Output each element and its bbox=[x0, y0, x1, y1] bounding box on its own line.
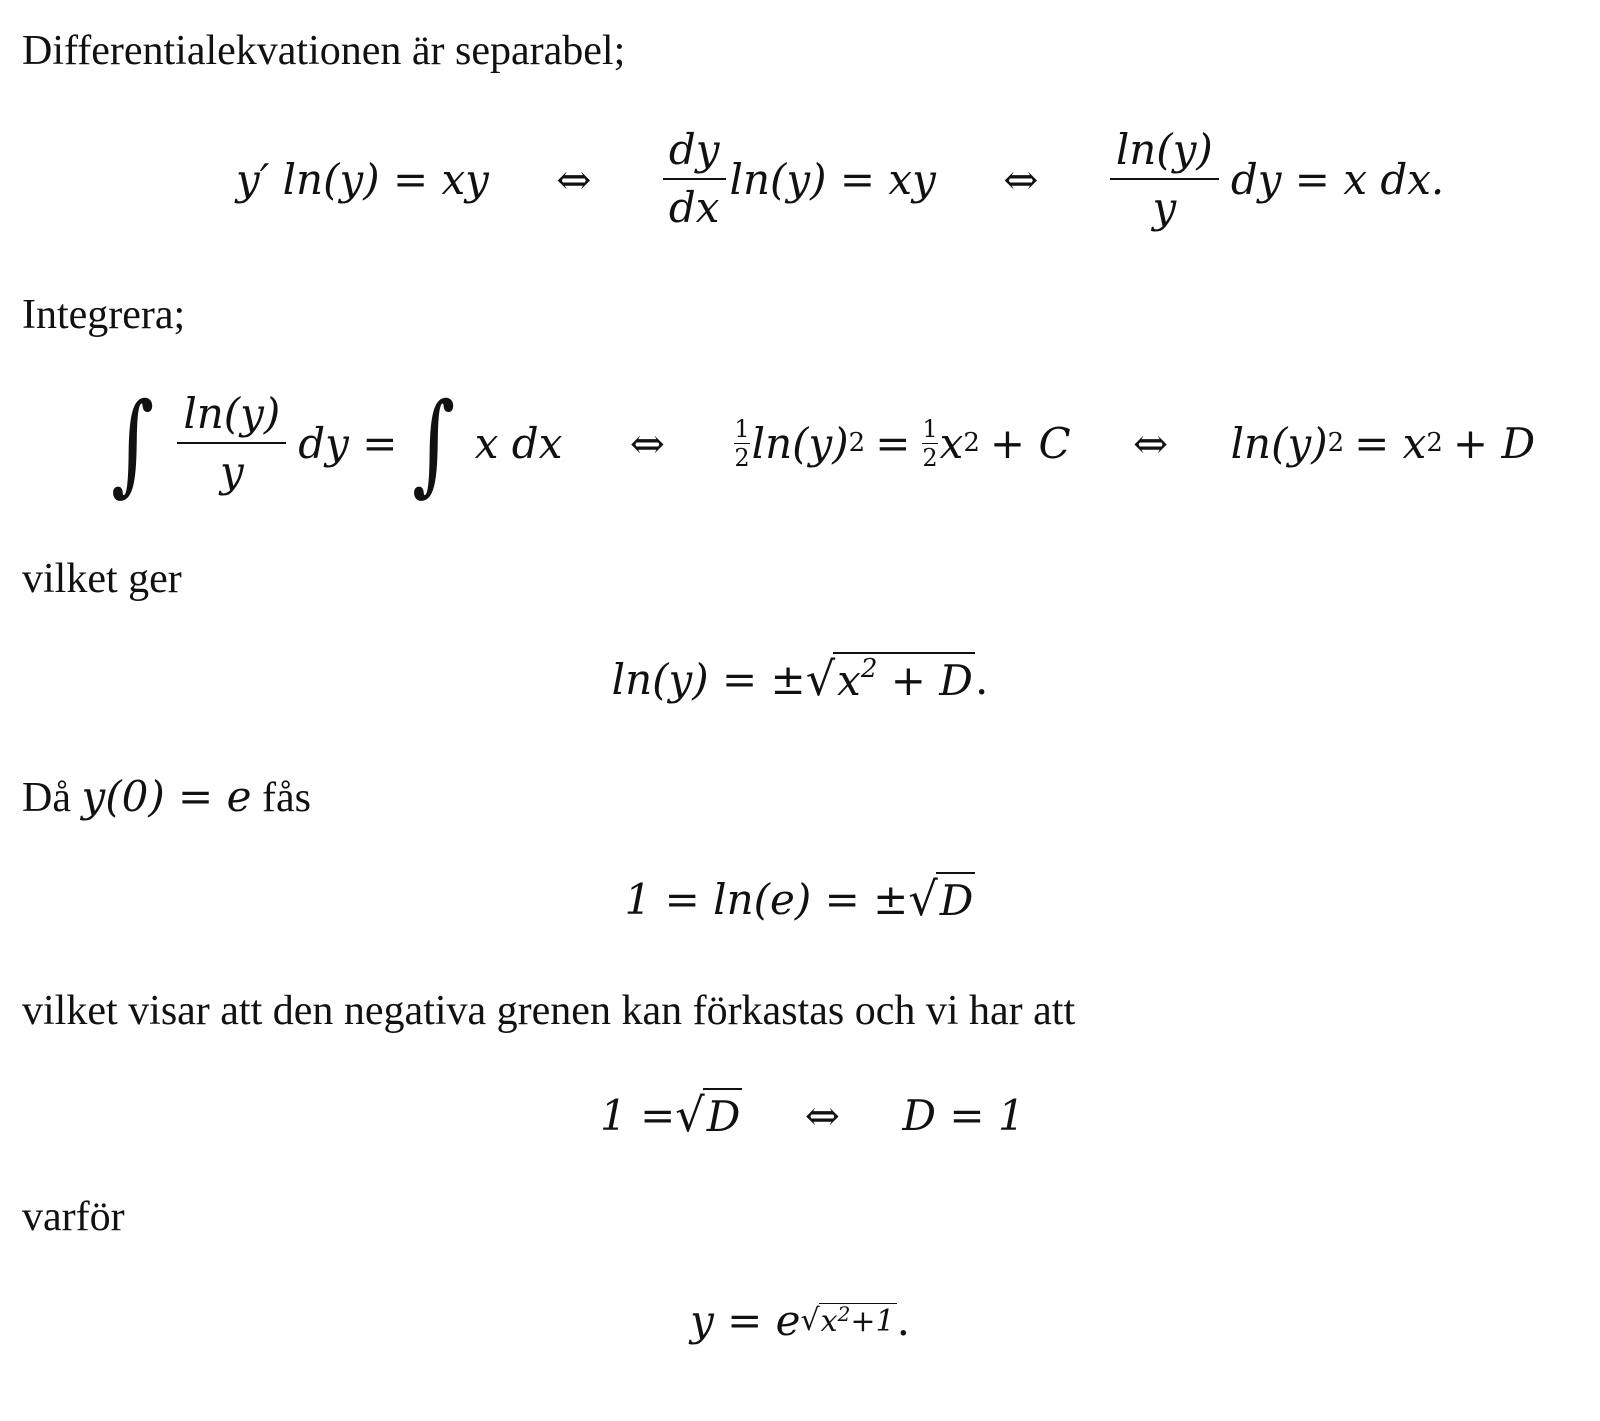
eq2-rhs-a: ln(y) bbox=[1230, 418, 1328, 468]
radical-sign: √ bbox=[805, 652, 836, 706]
radical-sign: √ bbox=[675, 1088, 705, 1142]
radicand: D bbox=[936, 872, 976, 926]
eq2-int2-rest: x dx bbox=[474, 418, 563, 468]
eq1-mid-rest: ln(y) = xy bbox=[729, 154, 936, 204]
exponent-square-root bbox=[801, 1303, 897, 1339]
radical-sign: √ bbox=[800, 1302, 820, 1338]
exponent: 2 bbox=[837, 1301, 851, 1326]
equation-integrated: ∫ $\frac{\ln(y)}{y}$ dy = ∫ x dx ⇔ 1 2 ln(y) 2 = 1 2 x 2 + C ⇔ ln(y) 2 = x 2 + D bbox=[111, 379, 1536, 507]
radicand-rest: +1 bbox=[850, 1303, 895, 1339]
paragraph-which-gives: vilket ger bbox=[22, 556, 182, 602]
radicand-x: x bbox=[837, 656, 861, 705]
eq3-lhs: ln(y) = ± bbox=[611, 654, 806, 704]
fraction-denominator: 2 bbox=[922, 443, 938, 472]
fraction-numerator: ln(y) bbox=[183, 388, 281, 438]
eq4-lhs: 1 = ln(e) = ± bbox=[624, 874, 909, 924]
equation-initial-value bbox=[0, 872, 1600, 926]
eq2-rhs-c: + D bbox=[1452, 418, 1536, 468]
eq2-mid-d: + C bbox=[989, 418, 1071, 468]
fraction-numerator: ln(y) bbox=[1115, 125, 1213, 174]
eq2-rhs-b: = x bbox=[1354, 418, 1427, 468]
eq2-mid-b: = bbox=[875, 418, 911, 468]
eq2-int-rest: dy = bbox=[298, 418, 398, 468]
fraction-numerator: dy bbox=[668, 125, 720, 174]
radicand: D bbox=[703, 1088, 743, 1142]
paragraph-integrate: Integrera; bbox=[22, 292, 186, 338]
eq5-lhs: 1 = bbox=[600, 1090, 676, 1140]
radical-sign: √ bbox=[908, 872, 938, 926]
equivalence-arrow: ⇔ bbox=[629, 418, 665, 468]
fraction-denominator: y bbox=[1152, 183, 1177, 233]
fraction-dy-dx bbox=[663, 125, 726, 233]
eq5-rhs: D = 1 bbox=[902, 1090, 1025, 1140]
p4-prefix: Då bbox=[22, 775, 71, 821]
square-root bbox=[908, 872, 975, 926]
fraction-denominator: 2 bbox=[734, 443, 750, 472]
equivalence-arrow: ⇔ bbox=[556, 154, 592, 204]
fraction-one-half bbox=[734, 414, 750, 472]
equivalence-arrow: ⇔ bbox=[1132, 418, 1169, 468]
exponent: 2 bbox=[860, 654, 878, 684]
eq6-lhs: y = e bbox=[690, 1296, 801, 1345]
paragraph-intro: Differentialekvationen är separabel; bbox=[22, 28, 626, 74]
paragraph-therefore: varför bbox=[22, 1194, 125, 1240]
radicand bbox=[819, 1303, 897, 1339]
fraction-numerator: 1 bbox=[734, 414, 750, 443]
eq2-mid-a: ln(y) bbox=[751, 418, 849, 468]
equivalence-arrow: ⇔ bbox=[1003, 154, 1039, 204]
period: . bbox=[896, 1296, 910, 1345]
radicand-x: x bbox=[820, 1303, 838, 1339]
eq2-mid-c: x bbox=[939, 418, 964, 468]
equation-separable bbox=[0, 125, 1600, 233]
radicand bbox=[833, 652, 975, 706]
equivalence-arrow: ⇔ bbox=[804, 1090, 840, 1140]
equation-final-solution bbox=[0, 1296, 1600, 1345]
equation-ln-y-solution bbox=[0, 652, 1600, 706]
period: . bbox=[974, 654, 989, 704]
fraction-ln-y-over-y bbox=[1110, 125, 1219, 233]
paragraph-initial-condition bbox=[22, 772, 311, 823]
fraction-ln-y-over-y bbox=[177, 388, 286, 496]
equation-constant-d bbox=[0, 1088, 1600, 1142]
integral-sign: ∫ bbox=[412, 379, 456, 507]
square-root bbox=[675, 1088, 742, 1142]
inline-condition: y(0) = e bbox=[81, 772, 252, 821]
fraction-denominator: dx bbox=[668, 183, 720, 233]
paragraph-negative-branch: vilket visar att den negativa grenen kan förkastas och vi har att bbox=[22, 988, 1076, 1034]
integral-sign: ∫ bbox=[111, 379, 155, 507]
fraction-one-half bbox=[922, 414, 938, 472]
radicand-rest: + D bbox=[890, 656, 973, 705]
p4-suffix: fås bbox=[261, 775, 311, 821]
fraction-denominator: y bbox=[219, 447, 244, 496]
fraction-numerator: 1 bbox=[922, 414, 938, 443]
eq1-rhs-rest: dy = x dx. bbox=[1230, 154, 1445, 204]
square-root bbox=[806, 652, 975, 706]
eq1-lhs: y′ ln(y) = xy bbox=[236, 154, 489, 204]
